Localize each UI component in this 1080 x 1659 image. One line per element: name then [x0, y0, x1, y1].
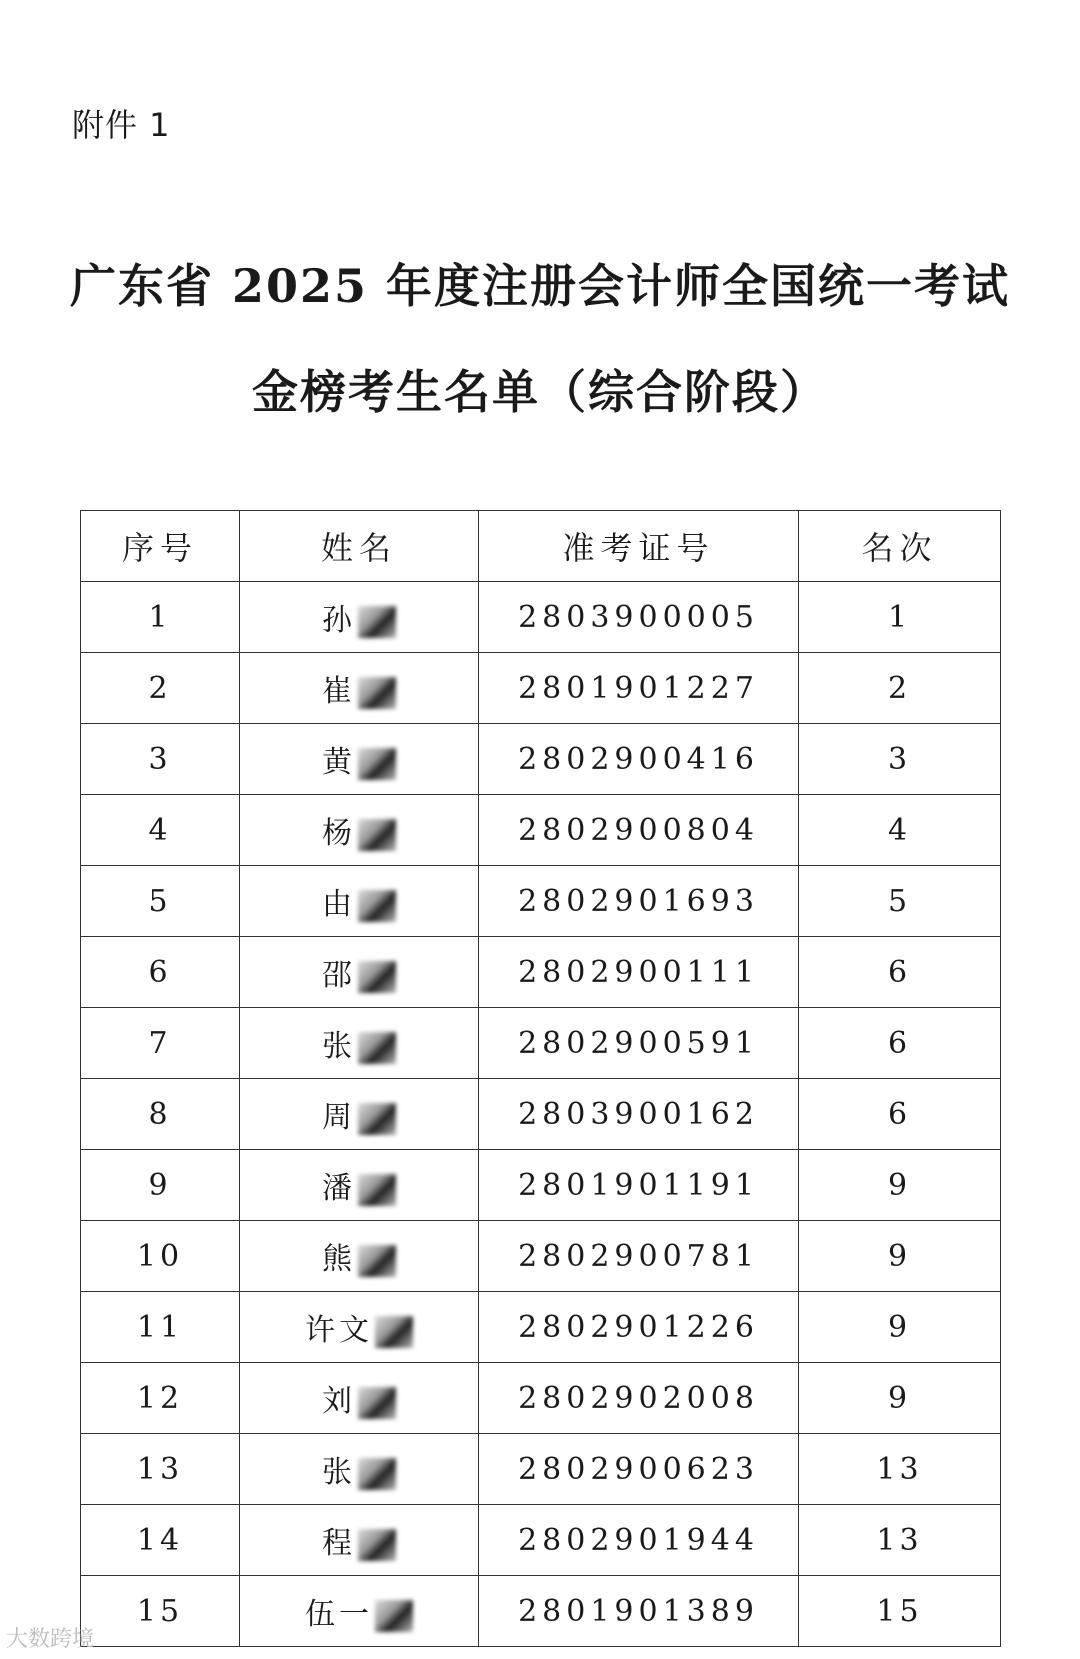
cell-no: [81, 866, 240, 937]
cell-rank: [799, 1576, 1001, 1647]
cell-name: [240, 1079, 479, 1150]
cell-rank-text: 1: [887, 599, 912, 635]
cell-no: [81, 1221, 240, 1292]
cell-exam-id-text: 2802901693: [518, 883, 759, 919]
cell-name-text: 伍一: [305, 1597, 373, 1632]
cell-no: [81, 1363, 240, 1434]
table-row: [81, 724, 1001, 795]
cell-exam-id: [479, 582, 799, 653]
cell-rank: [799, 1221, 1001, 1292]
cell-name-text: 潘: [322, 1171, 356, 1206]
cell-exam-id-text: 2802900623: [518, 1451, 759, 1487]
cell-exam-id: [479, 1150, 799, 1221]
header-rank: 名次: [799, 511, 1001, 582]
table-row: [81, 1434, 1001, 1505]
cell-no: [81, 724, 240, 795]
cell-rank-text: 9: [887, 1238, 912, 1274]
cell-exam-id: [479, 866, 799, 937]
cell-no-text: 7: [148, 1025, 172, 1061]
cell-exam-id-text: 2802902008: [518, 1380, 759, 1416]
cell-rank: [799, 1505, 1001, 1576]
cell-rank-text: 3: [887, 741, 912, 777]
cell-no-text: 9: [148, 1167, 172, 1203]
table-row: [81, 1292, 1001, 1363]
cell-no-text: 14: [136, 1522, 184, 1558]
redaction-mask: [358, 819, 396, 851]
redaction-mask: [358, 1529, 396, 1561]
cell-no: [81, 1505, 240, 1576]
header-name: 姓名: [240, 511, 479, 582]
cell-exam-id-text: 2802901944: [518, 1522, 759, 1558]
page-subtitle: 金榜考生名单（综合阶段）: [252, 365, 828, 419]
cell-name-text: 许文: [305, 1313, 373, 1348]
cell-exam-id: [479, 1576, 799, 1647]
cell-name-text: 周: [322, 1100, 356, 1135]
cell-no: [81, 1292, 240, 1363]
header-no: 序号: [81, 511, 240, 582]
cell-name: [240, 1008, 479, 1079]
cell-exam-id: [479, 1292, 799, 1363]
attachment-label: 附件 1: [72, 106, 171, 144]
cell-name: [240, 1505, 479, 1576]
cell-no-text: 11: [136, 1309, 184, 1345]
cell-exam-id: [479, 1505, 799, 1576]
redaction-mask: [358, 1174, 396, 1206]
cell-exam-id-text: 2802900781: [518, 1238, 759, 1274]
cell-rank: [799, 1150, 1001, 1221]
cell-exam-id: [479, 1363, 799, 1434]
cell-name: [240, 1576, 479, 1647]
table-row: [81, 1505, 1001, 1576]
cell-name-text: 刘: [322, 1384, 356, 1419]
cell-no: [81, 1079, 240, 1150]
cell-rank: [799, 795, 1001, 866]
cell-rank-text: 13: [876, 1451, 923, 1487]
cell-rank-text: 4: [887, 812, 912, 848]
cell-rank-text: 6: [887, 954, 912, 990]
redaction-mask: [358, 606, 396, 638]
cell-rank: [799, 582, 1001, 653]
redaction-mask: [358, 748, 396, 780]
cell-rank: [799, 1363, 1001, 1434]
table-row: [81, 937, 1001, 1008]
redaction-mask: [358, 1032, 396, 1064]
cell-name: [240, 724, 479, 795]
cell-exam-id: [479, 1079, 799, 1150]
table-row: [81, 1008, 1001, 1079]
cell-rank-text: 6: [887, 1025, 912, 1061]
cell-rank-text: 6: [887, 1096, 912, 1132]
redaction-mask: [358, 1103, 396, 1135]
cell-name: [240, 1363, 479, 1434]
cell-exam-id-text: 2803900162: [518, 1096, 759, 1132]
cell-rank: [799, 1008, 1001, 1079]
cell-rank-text: 9: [887, 1167, 912, 1203]
cell-exam-id-text: 2802900804: [518, 812, 759, 848]
cell-exam-id-text: 2802900591: [518, 1025, 759, 1061]
cell-name: [240, 653, 479, 724]
cell-name: [240, 582, 479, 653]
table-row: [81, 653, 1001, 724]
cell-name: [240, 1150, 479, 1221]
cell-exam-id-text: 2801901389: [518, 1593, 759, 1629]
cell-name-text: 孙: [322, 603, 356, 638]
redaction-mask: [358, 961, 396, 993]
cell-rank-text: 2: [887, 670, 912, 706]
candidate-table: [80, 510, 1001, 1647]
cell-rank: [799, 1434, 1001, 1505]
redaction-mask: [375, 1600, 413, 1632]
cell-no-text: 6: [148, 954, 172, 990]
cell-exam-id-text: 2801901227: [518, 670, 759, 706]
cell-no: [81, 1434, 240, 1505]
cell-no: [81, 1150, 240, 1221]
cell-rank-text: 5: [887, 883, 912, 919]
cell-no: [81, 1576, 240, 1647]
cell-no: [81, 653, 240, 724]
table-row: [81, 1221, 1001, 1292]
cell-no-text: 2: [148, 670, 172, 706]
cell-name-text: 张: [322, 1455, 356, 1490]
cell-exam-id-text: 2802900111: [518, 954, 759, 990]
cell-rank: [799, 1292, 1001, 1363]
cell-exam-id: [479, 1008, 799, 1079]
cell-name: [240, 1221, 479, 1292]
cell-exam-id-text: 2803900005: [518, 599, 759, 635]
cell-rank-text: 15: [876, 1593, 923, 1629]
cell-name: [240, 1292, 479, 1363]
cell-name: [240, 937, 479, 1008]
cell-exam-id-text: 2802900416: [518, 741, 759, 777]
cell-rank: [799, 937, 1001, 1008]
table-row: [81, 582, 1001, 653]
cell-exam-id: [479, 937, 799, 1008]
cell-no-text: 13: [136, 1451, 184, 1487]
cell-exam-id: [479, 1434, 799, 1505]
cell-name: [240, 866, 479, 937]
cell-no-text: 4: [148, 812, 172, 848]
table-row: [81, 866, 1001, 937]
cell-no-text: 10: [136, 1238, 184, 1274]
cell-rank-text: 13: [876, 1522, 923, 1558]
cell-name-text: 崔: [322, 674, 356, 709]
cell-name-text: 邵: [322, 958, 356, 993]
cell-name: [240, 1434, 479, 1505]
watermark: 大数跨境: [6, 1627, 95, 1652]
cell-name: [240, 795, 479, 866]
cell-no: [81, 582, 240, 653]
header-exam-id: 准考证号: [479, 511, 799, 582]
cell-name-text: 熊: [322, 1242, 356, 1277]
cell-name-text: 杨: [322, 816, 356, 851]
table-row: [81, 795, 1001, 866]
cell-rank: [799, 866, 1001, 937]
table-row: [81, 1079, 1001, 1150]
table-row: [81, 1576, 1001, 1647]
cell-no-text: 8: [148, 1096, 172, 1132]
cell-exam-id: [479, 1221, 799, 1292]
cell-rank: [799, 1079, 1001, 1150]
cell-no: [81, 795, 240, 866]
cell-exam-id: [479, 795, 799, 866]
cell-exam-id-text: 2802901226: [518, 1309, 759, 1345]
page-title: 广东省 2025 年度注册会计师全国统一考试: [69, 259, 1011, 313]
cell-no-text: 5: [148, 883, 172, 919]
table-row: [81, 1363, 1001, 1434]
redaction-mask: [358, 677, 396, 709]
cell-exam-id-text: 2801901191: [518, 1167, 759, 1203]
redaction-mask: [358, 1245, 396, 1277]
cell-no-text: 1: [148, 599, 172, 635]
cell-exam-id: [479, 724, 799, 795]
cell-exam-id: [479, 653, 799, 724]
cell-rank-text: 9: [887, 1380, 912, 1416]
cell-no-text: 3: [148, 741, 172, 777]
table-header-row: [81, 511, 1001, 582]
redaction-mask: [358, 1387, 396, 1419]
redaction-mask: [358, 1458, 396, 1490]
cell-name-text: 程: [322, 1526, 356, 1561]
cell-name-text: 黄: [322, 745, 356, 780]
cell-rank: [799, 724, 1001, 795]
redaction-mask: [375, 1316, 413, 1348]
redaction-mask: [358, 890, 396, 922]
cell-no-text: 15: [136, 1593, 184, 1629]
cell-no: [81, 937, 240, 1008]
cell-name-text: 张: [322, 1029, 356, 1064]
cell-rank: [799, 653, 1001, 724]
cell-no-text: 12: [136, 1380, 184, 1416]
cell-no: [81, 1008, 240, 1079]
table-row: [81, 1150, 1001, 1221]
cell-name-text: 由: [322, 887, 356, 922]
cell-rank-text: 9: [887, 1309, 912, 1345]
